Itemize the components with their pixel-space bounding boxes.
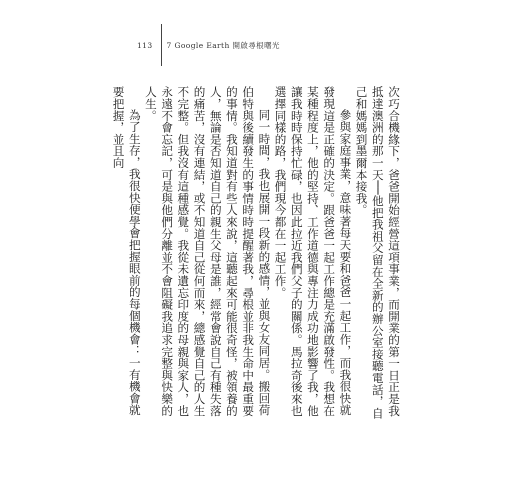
paragraph: 次巧合機緣下，爸爸開始經營這項事業，而開業的第一日正是我抵達澳洲的那一天──他把我祖父留在全新的辦公室接聽電話，自己和媽媽到墨爾本接我。 xyxy=(354,86,401,419)
page-number: 113 xyxy=(137,41,153,50)
vertical-body-text xyxy=(82,86,402,426)
chapter-title: 7 Google Earth 開啟尋根曙光 xyxy=(166,41,280,50)
paragraph: 參與家庭事業，意味著每天要和爸爸一起工作，而我很快就發現這是正確的決定。跟爸爸一起工作總是充滿啟發性。我想在某種程度上，他的堅持、工作道德與專注力成功地影響了我，他讓我時時保持忙碌，也因此拉近我們父子的關係。馬拉奇後來也選擇同樣的路，我們現今都在一起工作。 xyxy=(273,86,353,417)
running-head xyxy=(137,40,280,51)
paragraph: 為了生存，我很快便學會把握眼前的每個機會：一有機會就要把握，並且向 xyxy=(111,86,142,416)
paragraph: 同一時間，我也展開一段新的感情，並與女友同居。搬回荷伯特與後續發生的事情時時提醒著我，尋根並非我生命中最重要的事情。我知道對有些人來說，這聽起來可能很奇怪，被領養的人，無論是否知道自己的親生父母是誰，經常會說自己有種失落的痛苦，沒有連結，或不知道自己從何而來，總感覺自己的人生不完整。但我沒有這種感覺。我從未遺忘印度的母親與家人，也永遠不會忘記，可是與他們分離並不會阻礙我追求完整與快樂的人生。 xyxy=(143,86,272,417)
